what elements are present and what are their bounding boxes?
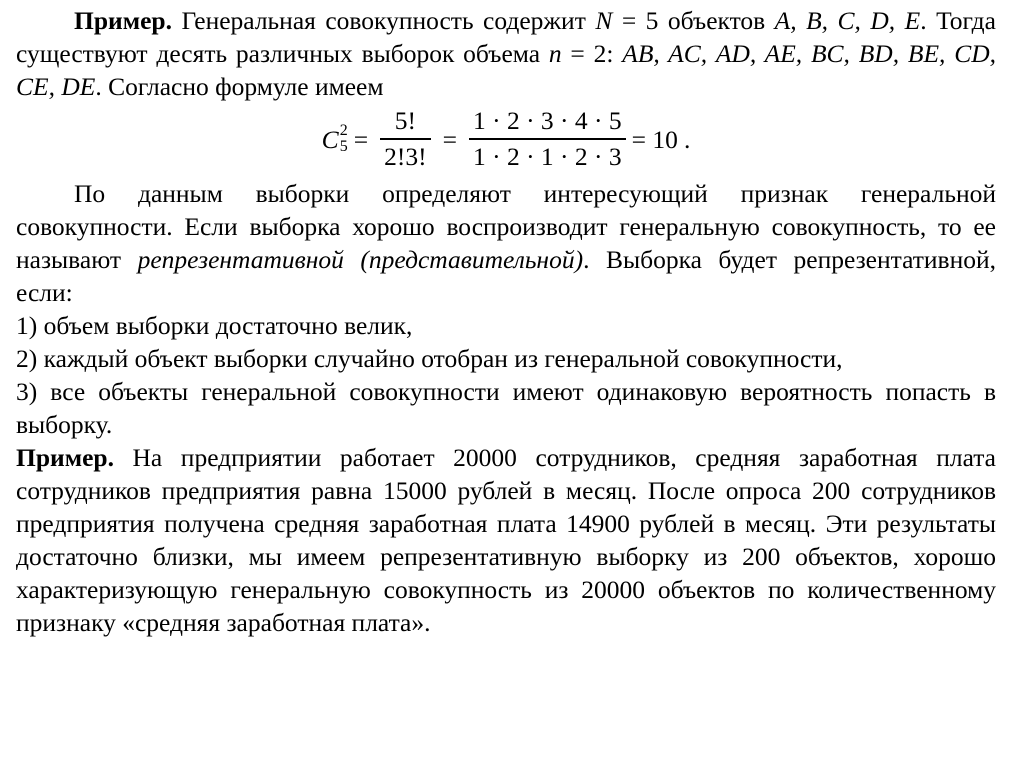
para2-text-2: . Выборка будет репрезентативной, если: xyxy=(16,245,997,307)
formula-c: C xyxy=(321,124,339,154)
fraction-1-denominator: 2!3! xyxy=(384,141,427,171)
example1-text-1: Генеральная совокупность содержит xyxy=(171,6,596,35)
example1-text-3: . Согласно формуле имеем xyxy=(95,72,384,101)
example1-text-1b: объектов xyxy=(658,6,775,35)
example2-text: На предприятии работает 20000 сотрудников, средняя заработная плата сотрудников предприятия равна 15000 рублей в месяц. После опроса 200 сотрудников предприятия получена средняя заработная плата 14900 рублей в месяц. Эти результаты достаточно близки, мы имеем репрезентативную выборку из 200 объектов, хорошо характеризующую генеральную совокупность из 20000 объектов по количественному признаку «средняя заработная плата». xyxy=(16,443,996,637)
fraction-1-numerator: 5! xyxy=(394,106,416,136)
objects-de: D, E xyxy=(870,6,921,35)
objects-abc: A, B, C, xyxy=(774,6,861,35)
formula-eq-2: = xyxy=(442,124,457,154)
list-item-3: 3) все объекты генеральной совокупности имеют одинаковую вероятность попасть в выборку. xyxy=(16,377,996,439)
formula-sub: 5 xyxy=(339,138,348,155)
eq-five: = 5 xyxy=(612,6,659,35)
pairs-2: AD, AE, BC, BD, BE, CD, CE, DE xyxy=(16,39,997,101)
eq-two: = 2 xyxy=(561,39,607,68)
example1-text-2: . Тогда существуют десять различных выборок объема xyxy=(16,6,996,68)
fraction-2-denominator: 1 · 2 · 1 · 2 · 3 xyxy=(472,141,622,171)
formula-result: = 10 xyxy=(631,124,678,154)
fraction-product xyxy=(469,105,626,173)
para2-italic-term: репрезентативной (представительной) xyxy=(137,245,584,274)
colon: : xyxy=(606,39,623,68)
fraction-2-numerator: 1 · 2 · 3 · 4 · 5 xyxy=(472,106,622,136)
list-item-2: 2) каждый объект выборки случайно отобран из генеральной совокупности, xyxy=(16,344,843,373)
pairs-1: AB, AC, xyxy=(622,39,708,68)
para2-text-1: По данным выборки определяют интересующий признак генеральной совокупности. Если выборка хорошо воспроизводит генеральную совокупность, то ее называют xyxy=(16,179,996,274)
combination-symbol xyxy=(322,123,348,156)
formula-eq-1: = xyxy=(353,124,369,154)
example1-paragraph xyxy=(16,4,996,103)
list-item-1: 1) объем выборки достаточно велик, xyxy=(16,311,413,340)
combination-formula xyxy=(16,103,996,175)
fraction-factorial xyxy=(380,105,430,173)
example1-label: Пример. xyxy=(74,6,172,35)
document-page xyxy=(16,4,996,639)
var-n: n xyxy=(548,39,562,68)
var-N: N xyxy=(595,6,613,35)
example2-paragraph xyxy=(16,441,996,639)
representative-paragraph xyxy=(16,177,996,309)
formula-period: . xyxy=(683,124,691,154)
example2-label: Пример. xyxy=(16,443,114,472)
formula-sup: 2 xyxy=(339,122,348,139)
